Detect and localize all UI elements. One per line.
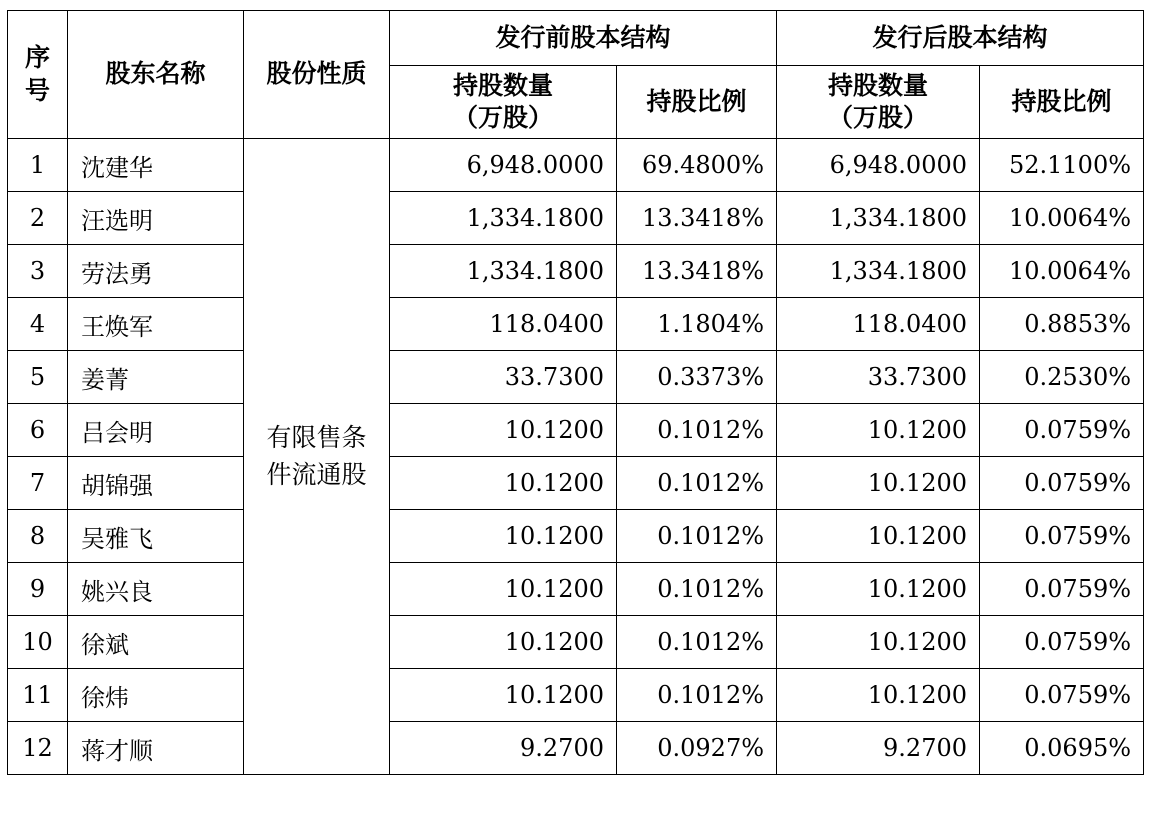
row-index: 4	[8, 298, 68, 351]
share-nature-line2: 件流通股	[266, 459, 367, 489]
row-index: 8	[8, 510, 68, 563]
table-row	[8, 510, 1144, 563]
before-shares-pct: 0.1012%	[617, 669, 777, 722]
before-shares-qty: 10.1200	[390, 404, 617, 457]
after-shares-pct: 52.1100%	[980, 139, 1144, 192]
table-row	[8, 298, 1144, 351]
table-row	[8, 669, 1144, 722]
shareholder-name: 汪选明	[68, 192, 244, 245]
header-before-qty	[390, 66, 617, 139]
before-shares-qty: 10.1200	[390, 563, 617, 616]
shareholder-name: 吕会明	[68, 404, 244, 457]
after-shares-qty: 10.1200	[777, 510, 980, 563]
header-index: 序 号	[8, 11, 68, 139]
table-row	[8, 351, 1144, 404]
header-shareholder-name: 股东名称	[68, 11, 244, 139]
before-shares-pct: 13.3418%	[617, 192, 777, 245]
after-shares-pct: 0.0759%	[980, 616, 1144, 669]
before-shares-pct: 0.0927%	[617, 722, 777, 775]
row-index: 6	[8, 404, 68, 457]
header-after-issuance: 发行后股本结构	[777, 11, 1144, 66]
after-shares-pct: 10.0064%	[980, 192, 1144, 245]
share-nature-line1: 有限售条	[266, 423, 367, 453]
before-shares-qty: 9.2700	[390, 722, 617, 775]
after-shares-qty: 1,334.1800	[777, 192, 980, 245]
after-shares-pct: 0.8853%	[980, 298, 1144, 351]
table-header	[8, 11, 1144, 139]
before-shares-qty: 118.0400	[390, 298, 617, 351]
after-shares-qty: 10.1200	[777, 669, 980, 722]
after-shares-pct: 10.0064%	[980, 245, 1144, 298]
header-before-qty-line1: 持股数量	[452, 70, 553, 100]
before-shares-qty: 33.7300	[390, 351, 617, 404]
table-row	[8, 192, 1144, 245]
after-shares-pct: 0.0759%	[980, 457, 1144, 510]
row-index: 1	[8, 139, 68, 192]
row-index: 3	[8, 245, 68, 298]
shareholder-name: 吴雅飞	[68, 510, 244, 563]
table-row	[8, 245, 1144, 298]
before-shares-pct: 0.3373%	[617, 351, 777, 404]
before-shares-pct: 1.1804%	[617, 298, 777, 351]
before-shares-qty: 1,334.1800	[390, 192, 617, 245]
header-before-qty-line2: （万股）	[452, 103, 553, 132]
shareholder-name: 劳法勇	[68, 245, 244, 298]
table-row	[8, 563, 1144, 616]
before-shares-qty: 10.1200	[390, 457, 617, 510]
before-shares-qty: 1,334.1800	[390, 245, 617, 298]
header-share-nature: 股份性质	[244, 11, 390, 139]
header-after-pct: 持股比例	[980, 66, 1144, 139]
table-row	[8, 457, 1144, 510]
header-after-qty-line1: 持股数量	[828, 70, 929, 100]
table-row	[8, 722, 1144, 775]
shareholder-name: 徐炜	[68, 669, 244, 722]
after-shares-qty: 10.1200	[777, 457, 980, 510]
after-shares-qty: 9.2700	[777, 722, 980, 775]
row-index: 2	[8, 192, 68, 245]
before-shares-pct: 0.1012%	[617, 404, 777, 457]
row-index: 9	[8, 563, 68, 616]
row-index: 5	[8, 351, 68, 404]
after-shares-pct: 0.0759%	[980, 563, 1144, 616]
table-row	[8, 616, 1144, 669]
after-shares-pct: 0.0759%	[980, 669, 1144, 722]
shareholder-name: 姚兴良	[68, 563, 244, 616]
shareholder-name: 王焕军	[68, 298, 244, 351]
row-index: 10	[8, 616, 68, 669]
after-shares-pct: 0.2530%	[980, 351, 1144, 404]
after-shares-qty: 6,948.0000	[777, 139, 980, 192]
before-shares-qty: 10.1200	[390, 669, 617, 722]
row-index: 11	[8, 669, 68, 722]
header-before-pct: 持股比例	[617, 66, 777, 139]
table-body	[8, 139, 1144, 775]
shareholder-name: 姜菁	[68, 351, 244, 404]
header-after-qty-line2: （万股）	[828, 103, 929, 132]
header-before-issuance: 发行前股本结构	[390, 11, 777, 66]
after-shares-qty: 118.0400	[777, 298, 980, 351]
before-shares-qty: 10.1200	[390, 510, 617, 563]
after-shares-qty: 10.1200	[777, 616, 980, 669]
shareholder-name: 胡锦强	[68, 457, 244, 510]
shareholder-name: 蒋才顺	[68, 722, 244, 775]
share-nature-cell	[244, 139, 390, 775]
before-shares-pct: 0.1012%	[617, 616, 777, 669]
before-shares-qty: 6,948.0000	[390, 139, 617, 192]
row-index: 12	[8, 722, 68, 775]
before-shares-pct: 0.1012%	[617, 563, 777, 616]
before-shares-pct: 13.3418%	[617, 245, 777, 298]
before-shares-pct: 69.4800%	[617, 139, 777, 192]
shareholder-name: 徐斌	[68, 616, 244, 669]
table-row	[8, 139, 1144, 192]
before-shares-pct: 0.1012%	[617, 457, 777, 510]
after-shares-qty: 33.7300	[777, 351, 980, 404]
shareholder-structure-table	[7, 10, 1144, 775]
after-shares-qty: 1,334.1800	[777, 245, 980, 298]
after-shares-pct: 0.0759%	[980, 404, 1144, 457]
before-shares-pct: 0.1012%	[617, 510, 777, 563]
after-shares-pct: 0.0695%	[980, 722, 1144, 775]
header-after-qty	[777, 66, 980, 139]
after-shares-qty: 10.1200	[777, 563, 980, 616]
after-shares-qty: 10.1200	[777, 404, 980, 457]
before-shares-qty: 10.1200	[390, 616, 617, 669]
after-shares-pct: 0.0759%	[980, 510, 1144, 563]
row-index: 7	[8, 457, 68, 510]
table-row	[8, 404, 1144, 457]
shareholder-name: 沈建华	[68, 139, 244, 192]
